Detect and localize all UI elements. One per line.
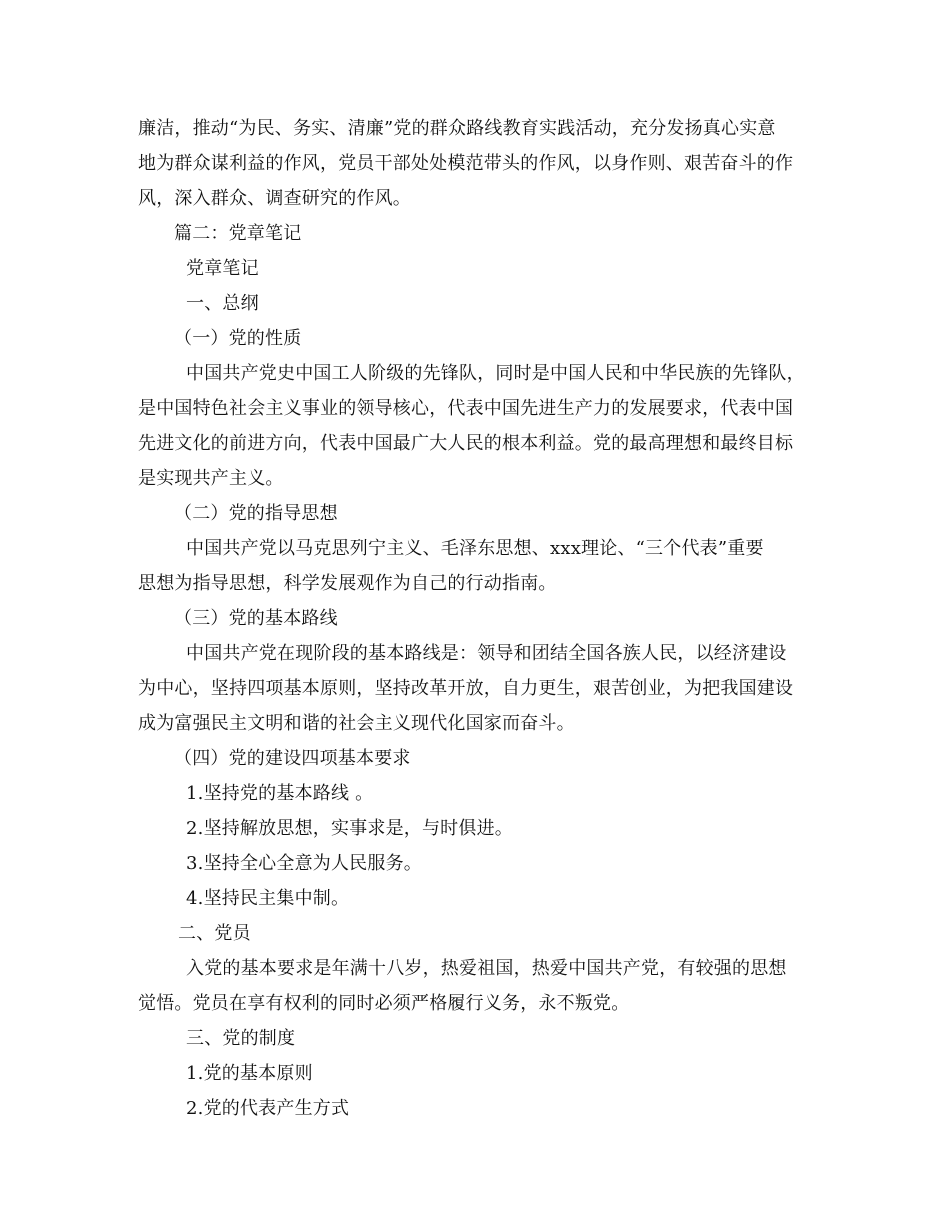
section-heading: 一、总纲 bbox=[186, 293, 259, 314]
body-text-line: 廉洁，推动“为民、务实、清廉”党的群众路线教育实践活动，充分发扬真心实意 bbox=[138, 118, 776, 139]
section-heading: 三、党的制度 bbox=[186, 1028, 296, 1049]
body-text-line: 先进文化的前进方向，代表中国最广大人民的根本利益。党的最高理想和最终目标 bbox=[138, 433, 794, 454]
subsection-heading: （四）党的建设四项基本要求 bbox=[174, 748, 411, 769]
body-text-line: 中国共产党以马克思列宁主义、毛泽东思想、xxx理论、“三个代表”重要 bbox=[186, 538, 764, 559]
section-heading: 二、党员 bbox=[178, 923, 251, 944]
body-text-line: 是中国特色社会主义事业的领导核心，代表中国先进生产力的发展要求，代表中国 bbox=[138, 398, 794, 419]
body-text-line: 风，深入群众、调查研究的作风。 bbox=[138, 188, 411, 209]
subsection-heading: （三）党的基本路线 bbox=[174, 608, 338, 629]
body-text-line: 思想为指导思想，科学发展观作为自己的行动指南。 bbox=[138, 573, 557, 594]
document-title: 党章笔记 bbox=[186, 258, 259, 279]
body-text-line: 觉悟。党员在享有权利的同时必须严格履行义务，永不叛党。 bbox=[138, 993, 630, 1014]
list-item: 3.坚持全心全意为人民服务。 bbox=[186, 853, 422, 874]
body-text-line: 入党的基本要求是年满十八岁，热爱祖国，热爱中国共产党，有较强的思想 bbox=[186, 958, 787, 979]
list-item: 4.坚持民主集中制。 bbox=[186, 888, 350, 909]
list-item: 2.党的代表产生方式 bbox=[186, 1098, 350, 1119]
body-text-line: 是实现共产主义。 bbox=[138, 468, 284, 489]
body-text-line: 中国共产党在现阶段的基本路线是：领导和团结全国各族人民，以经济建设 bbox=[186, 643, 787, 664]
body-text-line: 中国共产党史中国工人阶级的先锋队，同时是中国人民和中华民族的先锋队， bbox=[186, 363, 805, 384]
subsection-heading: （二）党的指导思想 bbox=[174, 503, 338, 524]
list-item: 2.坚持解放思想，实事求是，与时俱进。 bbox=[186, 818, 513, 839]
body-text-line: 地为群众谋利益的作风，党员干部处处模范带头的作风，以身作则、艰苦奋斗的作 bbox=[138, 153, 794, 174]
list-item: 1.坚持党的基本路线 。 bbox=[186, 783, 374, 804]
section-heading: 篇二：党章笔记 bbox=[174, 223, 302, 244]
body-text-line: 为中心，坚持四项基本原则，坚持改革开放，自力更生，艰苦创业，为把我国建设 bbox=[138, 678, 794, 699]
subsection-heading: （一）党的性质 bbox=[174, 328, 302, 349]
list-item: 1.党的基本原则 bbox=[186, 1063, 313, 1084]
body-text-line: 成为富强民主文明和谐的社会主义现代化国家而奋斗。 bbox=[138, 713, 575, 734]
